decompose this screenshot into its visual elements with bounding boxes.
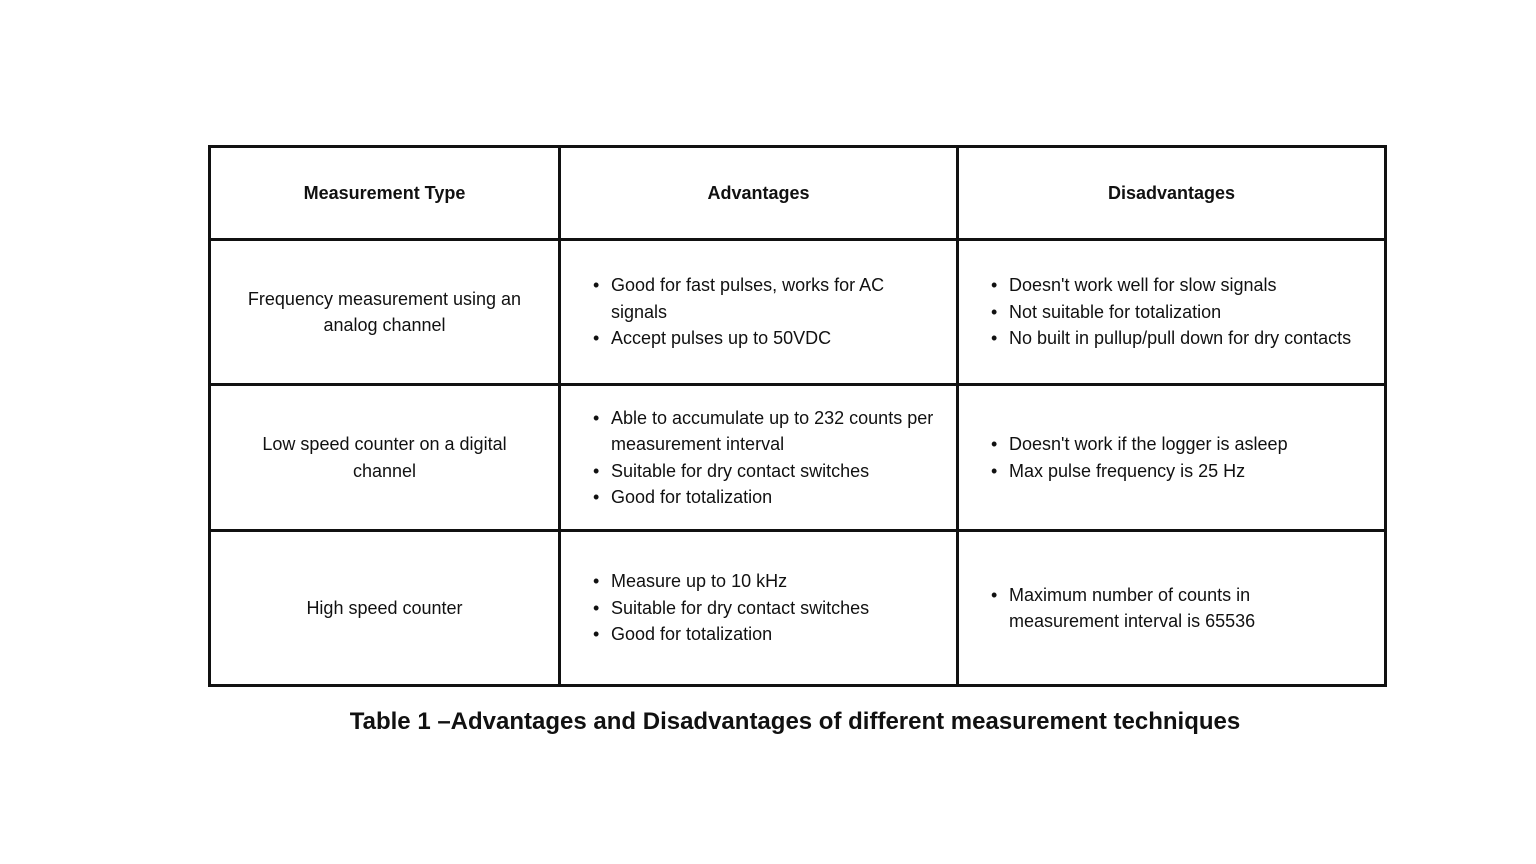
advantages-list bbox=[583, 405, 934, 511]
advantage-item: • Able to accumulate up to 232 counts per measurement interval bbox=[611, 405, 934, 458]
disadvantages-list bbox=[981, 431, 1362, 484]
disadvantage-item: • Doesn't work if the logger is asleep bbox=[1009, 431, 1362, 458]
advantages-cell bbox=[560, 240, 958, 385]
measurement-type-cell: Frequency measurement using an analog channel bbox=[210, 240, 560, 385]
disadvantages-list bbox=[981, 582, 1362, 635]
advantages-list bbox=[583, 568, 934, 648]
disadvantages-cell bbox=[958, 385, 1386, 531]
table-row bbox=[210, 385, 1386, 531]
column-header-measurement-type: Measurement Type bbox=[210, 147, 560, 240]
table-header-row bbox=[210, 147, 1386, 240]
disadvantage-item: • Max pulse frequency is 25 Hz bbox=[1009, 458, 1362, 485]
column-header-disadvantages: Disadvantages bbox=[958, 147, 1386, 240]
table-row bbox=[210, 240, 1386, 385]
measurement-type-cell: Low speed counter on a digital channel bbox=[210, 385, 560, 531]
disadvantages-cell bbox=[958, 531, 1386, 686]
table-row bbox=[210, 531, 1386, 686]
advantages-cell bbox=[560, 531, 958, 686]
comparison-table bbox=[208, 145, 1387, 687]
disadvantages-cell bbox=[958, 240, 1386, 385]
advantage-item: • Good for totalization bbox=[611, 484, 934, 511]
disadvantage-item: • Not suitable for totalization bbox=[1009, 299, 1362, 326]
advantage-item: • Suitable for dry contact switches bbox=[611, 595, 934, 622]
advantage-item: • Measure up to 10 kHz bbox=[611, 568, 934, 595]
advantage-item: • Good for totalization bbox=[611, 621, 934, 648]
advantage-item: • Accept pulses up to 50VDC bbox=[611, 325, 934, 352]
advantages-list bbox=[583, 272, 934, 352]
disadvantage-item: • No built in pullup/pull down for dry contacts bbox=[1009, 325, 1362, 352]
advantages-cell bbox=[560, 385, 958, 531]
advantage-item: • Suitable for dry contact switches bbox=[611, 458, 934, 485]
comparison-table-container bbox=[208, 145, 1384, 684]
table-caption: Table 1 –Advantages and Disadvantages of different measurement techniques bbox=[349, 708, 1241, 735]
disadvantage-item: • Maximum number of counts in measurement interval is 65536 bbox=[1009, 582, 1362, 635]
measurement-type-cell: High speed counter bbox=[210, 531, 560, 686]
advantage-item: • Good for fast pulses, works for AC signals bbox=[611, 272, 934, 325]
column-header-advantages: Advantages bbox=[560, 147, 958, 240]
disadvantages-list bbox=[981, 272, 1362, 352]
disadvantage-item: • Doesn't work well for slow signals bbox=[1009, 272, 1362, 299]
